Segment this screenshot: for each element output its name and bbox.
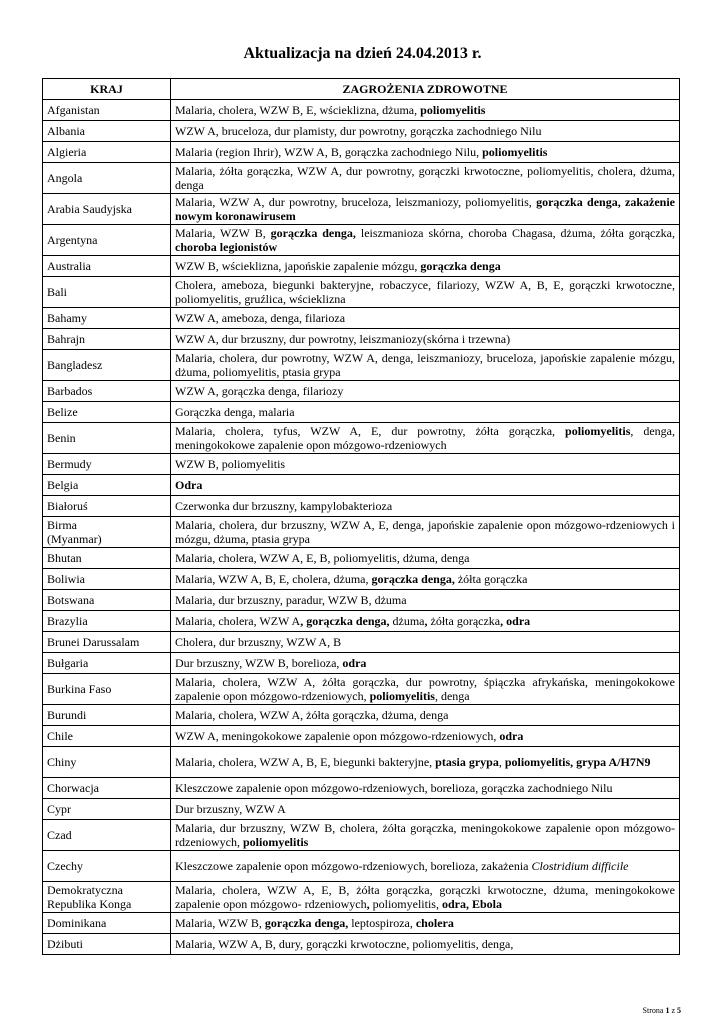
hazards-cell (171, 726, 680, 747)
table-row (43, 496, 680, 517)
country-cell (43, 350, 171, 381)
country-cell (43, 726, 171, 747)
hazard-text: poliomyelitis, (369, 897, 442, 911)
hazards-cell (171, 913, 680, 934)
hazards-cell (171, 653, 680, 674)
hazard-emphasis: ptasia grypa (435, 755, 499, 769)
hazards-cell (171, 194, 680, 225)
country-cell (43, 121, 171, 142)
table-row (43, 142, 680, 163)
footer-page-total: 5 (677, 1006, 681, 1015)
country-name: Dżibuti (47, 937, 83, 951)
table-row (43, 705, 680, 726)
table-row (43, 381, 680, 402)
country-cell (43, 632, 171, 653)
hazards-cell (171, 569, 680, 590)
hazard-text: Malaria, żółta gorączka, WZW A, dur powrotny, gorączki krwotoczne, poliomyelitis, cholera, dżuma, denga (175, 164, 675, 192)
country-name: Arabia Saudyjska (47, 202, 132, 216)
hazard-emphasis: gorączka denga (420, 259, 501, 273)
country-cell (43, 882, 171, 913)
hazard-emphasis: poliomyelitis (420, 103, 486, 117)
hazard-text: dżuma (389, 614, 425, 628)
table-row (43, 799, 680, 820)
hazards-cell (171, 402, 680, 423)
country-name: Belize (47, 405, 78, 419)
hazard-text: WZW A, meningokokowe zapalenie opon mózgowo-rdzeniowych, (175, 729, 500, 743)
hazard-text: WZW A, dur brzuszny, dur powrotny, leiszmaniozy(skórna i trzewna) (175, 332, 511, 346)
country-name: Argentyna (47, 233, 98, 247)
table-row (43, 121, 680, 142)
hazard-text: , denga, meningokokowe zapalenie opon mózgowo-rdzeniowych (175, 424, 675, 452)
country-cell (43, 517, 171, 548)
footer-page-number: 1 (665, 1006, 670, 1015)
country-cell (43, 820, 171, 851)
hazards-cell (171, 799, 680, 820)
country-cell (43, 100, 171, 121)
hazard-text: Malaria, cholera, WZW A, E, B, żółta gorączka, gorączki krwotoczne, dżuma, meningokokowe zapalenie opon mózgowo- rdzeniowych (175, 883, 675, 911)
table-row (43, 882, 680, 913)
country-name: Czad (47, 828, 72, 842)
hazard-text: Kleszczowe zapalenie opon mózgowo-rdzeniowych, borelioza, zakażenia (175, 859, 532, 873)
country-name: Benin (47, 431, 76, 445)
hazard-emphasis: , (424, 614, 428, 628)
hazards-cell (171, 142, 680, 163)
country-cell (43, 705, 171, 726)
table-row (43, 590, 680, 611)
hazards-cell (171, 496, 680, 517)
hazard-emphasis: poliomyelitis, grypa A/H7N9 (504, 755, 651, 769)
hazard-text: Malaria, cholera, dur powrotny, WZW A, denga, leiszmaniozy, bruceloza, japońskie zapalenie mózgu, dżuma, poliomyelitis, ptasia grypa (175, 351, 675, 379)
hazard-italic: Clostridium difficile (531, 859, 629, 873)
hazard-text: Malaria, WZW B, (175, 226, 271, 240)
hazard-text: Gorączka denga, malaria (175, 405, 295, 419)
country-cell (43, 590, 171, 611)
country-cell (43, 778, 171, 799)
hazards-cell (171, 590, 680, 611)
country-name: Bangladesz (47, 358, 103, 372)
table-row (43, 820, 680, 851)
hazard-text: Malaria, cholera, WZW A, E, B, poliomyelitis, dżuma, denga (175, 551, 470, 565)
hazards-cell (171, 277, 680, 308)
table-row (43, 163, 680, 194)
hazard-text: Malaria (region Ihrir), WZW A, B, gorączka zachodniego Nilu, (175, 145, 483, 159)
hazards-cell (171, 350, 680, 381)
country-name: Bahrajn (47, 332, 85, 346)
table-row (43, 569, 680, 590)
table-row (43, 851, 680, 882)
table-row (43, 475, 680, 496)
country-cell (43, 225, 171, 256)
country-name: Bahamy (47, 311, 87, 325)
hazard-text: Malaria, cholera, WZW A, żółta gorączka, dur powrotny, śpiączka afrykańska, meningokokowe zapalenie opon mózgowo-rdzeniowych, (175, 675, 675, 703)
table-row (43, 632, 680, 653)
table-header-row (43, 79, 680, 100)
footer-mid: z (669, 1006, 677, 1015)
table-row (43, 726, 680, 747)
country-cell (43, 611, 171, 632)
country-name: Birma (47, 518, 77, 532)
page-footer (643, 1006, 681, 1015)
country-name: Bułgaria (47, 656, 89, 670)
hazard-text: WZW B, wścieklizna, japońskie zapalenie mózgu, (175, 259, 421, 273)
hazards-cell (171, 423, 680, 454)
hazards-cell (171, 100, 680, 121)
country-cell (43, 851, 171, 882)
table-row (43, 277, 680, 308)
country-cell (43, 674, 171, 705)
hazard-text: Cholera, ameboza, biegunki bakteryjne, robaczyce, filariozy, WZW A, B, E, gorączki krwotoczne, poliomyelitis, gruźlica, wścieklizna (175, 278, 675, 306)
hazards-cell (171, 163, 680, 194)
hazards-cell (171, 705, 680, 726)
country-name: Barbados (47, 384, 93, 398)
hazards-cell (171, 632, 680, 653)
table-row (43, 517, 680, 548)
table-row (43, 934, 680, 955)
table-row (43, 423, 680, 454)
hazard-text: Malaria, cholera, tyfus, WZW A, E, dur powrotny, żółta gorączka, (175, 424, 566, 438)
hazard-text: Kleszczowe zapalenie opon mózgowo-rdzeniowych, borelioza, gorączka zachodniego Nilu (175, 781, 613, 795)
hazards-cell (171, 820, 680, 851)
hazard-text: leiszmanioza skórna, choroba Chagasa, dżuma, żółta gorączka, (355, 226, 675, 240)
hazard-text: Cholera, dur brzuszny, WZW A, B (175, 635, 342, 649)
hazards-cell (171, 121, 680, 142)
country-name: Białoruś (47, 499, 88, 513)
table-row (43, 329, 680, 350)
hazard-text: Malaria, cholera, WZW B, E, wścieklizna, dżuma, (175, 103, 421, 117)
hazard-emphasis: , gorączka denga, (300, 614, 390, 628)
hazards-cell (171, 851, 680, 882)
hazards-cell (171, 454, 680, 475)
hazards-cell (171, 475, 680, 496)
table-row (43, 913, 680, 934)
table-row (43, 194, 680, 225)
hazard-emphasis: odra, Ebola (441, 897, 502, 911)
country-name: Brunei Darussalam (47, 635, 140, 649)
hazards-cell (171, 256, 680, 277)
hazards-cell (171, 548, 680, 569)
table-row (43, 548, 680, 569)
country-name: Botswana (47, 593, 95, 607)
country-name: Chiny (47, 755, 77, 769)
header-country: KRAJ (43, 79, 171, 100)
country-cell (43, 475, 171, 496)
footer-prefix: Strona (642, 1006, 666, 1015)
hazard-text: WZW A, bruceloza, dur plamisty, dur powrotny, gorączka zachodniego Nilu (175, 124, 542, 138)
page-title: Aktualizacja na dzień 24.04.2013 r. (243, 45, 482, 62)
hazard-emphasis: choroba legionistów (175, 240, 278, 254)
country-name: Republika Konga (47, 897, 132, 911)
country-name: Demokratyczna (47, 883, 123, 897)
country-name: Dominikana (47, 916, 107, 930)
hazard-text: Malaria, cholera, WZW A, B, E, biegunki bakteryjne, (175, 755, 436, 769)
table-row (43, 454, 680, 475)
hazard-text: Dur brzuszny, WZW A (175, 802, 286, 816)
hazard-text: Malaria, cholera, WZW A, żółta gorączka, dżuma, denga (175, 708, 449, 722)
country-cell (43, 402, 171, 423)
country-cell (43, 381, 171, 402)
country-cell (43, 548, 171, 569)
country-cell (43, 308, 171, 329)
country-cell (43, 569, 171, 590)
country-cell (43, 799, 171, 820)
hazard-emphasis: gorączka denga, (270, 226, 356, 240)
hazard-text: Malaria, WZW A, dur powrotny, bruceloza, leiszmaniozy, poliomyelitis, (175, 195, 537, 209)
country-name: Bermudy (47, 457, 92, 471)
table-row (43, 308, 680, 329)
country-name: Afganistan (47, 103, 100, 117)
table-row (43, 402, 680, 423)
country-name: Burundi (47, 708, 87, 722)
hazards-cell (171, 882, 680, 913)
hazard-text: Dur brzuszny, WZW B, borelioza, (175, 656, 343, 670)
table-row (43, 256, 680, 277)
health-hazards-table (42, 78, 680, 955)
hazards-cell (171, 381, 680, 402)
hazard-emphasis: odra (499, 729, 524, 743)
hazard-text: Czerwonka dur brzuszny, kampylobakterioza (175, 499, 393, 513)
country-cell (43, 913, 171, 934)
hazard-text: WZW A, gorączka denga, filariozy (175, 384, 344, 398)
table-row (43, 350, 680, 381)
hazards-cell (171, 747, 680, 778)
hazards-cell (171, 329, 680, 350)
country-cell (43, 329, 171, 350)
table-row (43, 778, 680, 799)
hazard-text: Malaria, dur brzuszny, paradur, WZW B, dżuma (175, 593, 407, 607)
hazard-emphasis: , (366, 897, 370, 911)
hazard-emphasis: Odra (175, 478, 203, 492)
hazard-text: Malaria, dur brzuszny, WZW B, cholera, żółta gorączka, meningokokowe zapalenie opon mózgowo- rdzeniowych, (175, 821, 675, 849)
hazard-emphasis: poliomyelitis (369, 689, 435, 703)
country-cell (43, 747, 171, 778)
country-name: Belgia (47, 478, 79, 492)
hazards-cell (171, 308, 680, 329)
country-name: Chorwacja (47, 781, 99, 795)
hazards-cell (171, 674, 680, 705)
table-row (43, 653, 680, 674)
hazard-emphasis: gorączka denga, (371, 572, 455, 586)
hazards-cell (171, 517, 680, 548)
country-name: Angola (47, 171, 83, 185)
hazard-text: Malaria, WZW A, B, E, cholera, dżuma, (175, 572, 372, 586)
country-name: Chile (47, 729, 73, 743)
hazard-emphasis: odra (342, 656, 367, 670)
country-cell (43, 653, 171, 674)
country-name: Boliwia (47, 572, 85, 586)
hazard-text: żółta gorączka (454, 572, 528, 586)
country-name: (Myanmar) (47, 532, 102, 546)
hazard-emphasis: poliomyelitis (242, 835, 309, 849)
hazards-cell (171, 225, 680, 256)
country-cell (43, 496, 171, 517)
hazard-text: , (498, 755, 505, 769)
hazard-emphasis: poliomyelitis (565, 424, 631, 438)
country-cell (43, 454, 171, 475)
hazards-cell (171, 934, 680, 955)
table-row (43, 611, 680, 632)
country-cell (43, 256, 171, 277)
country-name: Czechy (47, 859, 83, 873)
table-row (43, 674, 680, 705)
country-name: Burkina Faso (47, 682, 112, 696)
hazard-emphasis: gorączka denga, (264, 916, 349, 930)
hazard-emphasis: gorączka denga, zakażenie nowym koronawirusem (175, 195, 676, 223)
hazard-text: , denga (434, 689, 470, 703)
hazard-text: żółta gorączka (427, 614, 501, 628)
country-cell (43, 194, 171, 225)
country-name: Bali (47, 285, 67, 299)
table-row (43, 100, 680, 121)
country-name: Bhutan (47, 551, 82, 565)
country-name: Algieria (47, 145, 87, 159)
hazards-cell (171, 611, 680, 632)
country-name: Brazylia (47, 614, 88, 628)
hazard-emphasis: , odra (500, 614, 531, 628)
country-cell (43, 423, 171, 454)
country-cell (43, 163, 171, 194)
hazard-emphasis: poliomyelitis (482, 145, 548, 159)
country-cell (43, 934, 171, 955)
hazard-emphasis: cholera (415, 916, 454, 930)
table-row (43, 225, 680, 256)
hazard-text: Malaria, cholera, WZW A (175, 614, 301, 628)
hazard-text: WZW B, poliomyelitis (175, 457, 286, 471)
country-name: Cypr (47, 802, 71, 816)
hazard-text: leptospiroza, (348, 916, 416, 930)
country-cell (43, 142, 171, 163)
country-name: Albania (47, 124, 85, 138)
header-hazards: ZAGROŻENIA ZDROWOTNE (171, 79, 680, 100)
hazard-text: Malaria, WZW B, (175, 916, 265, 930)
hazard-text: Malaria, WZW A, B, dury, gorączki krwotoczne, poliomyelitis, denga, (175, 937, 514, 951)
table-row (43, 747, 680, 778)
country-name: Australia (47, 259, 91, 273)
hazard-text: WZW A, ameboza, denga, filarioza (175, 311, 346, 325)
country-cell (43, 277, 171, 308)
hazards-cell (171, 778, 680, 799)
hazard-text: Malaria, cholera, dur brzuszny, WZW A, E, denga, japońskie zapalenie opon mózgowo-rdzeniowych i mózgu, dżuma, ptasia grypa (175, 518, 675, 546)
